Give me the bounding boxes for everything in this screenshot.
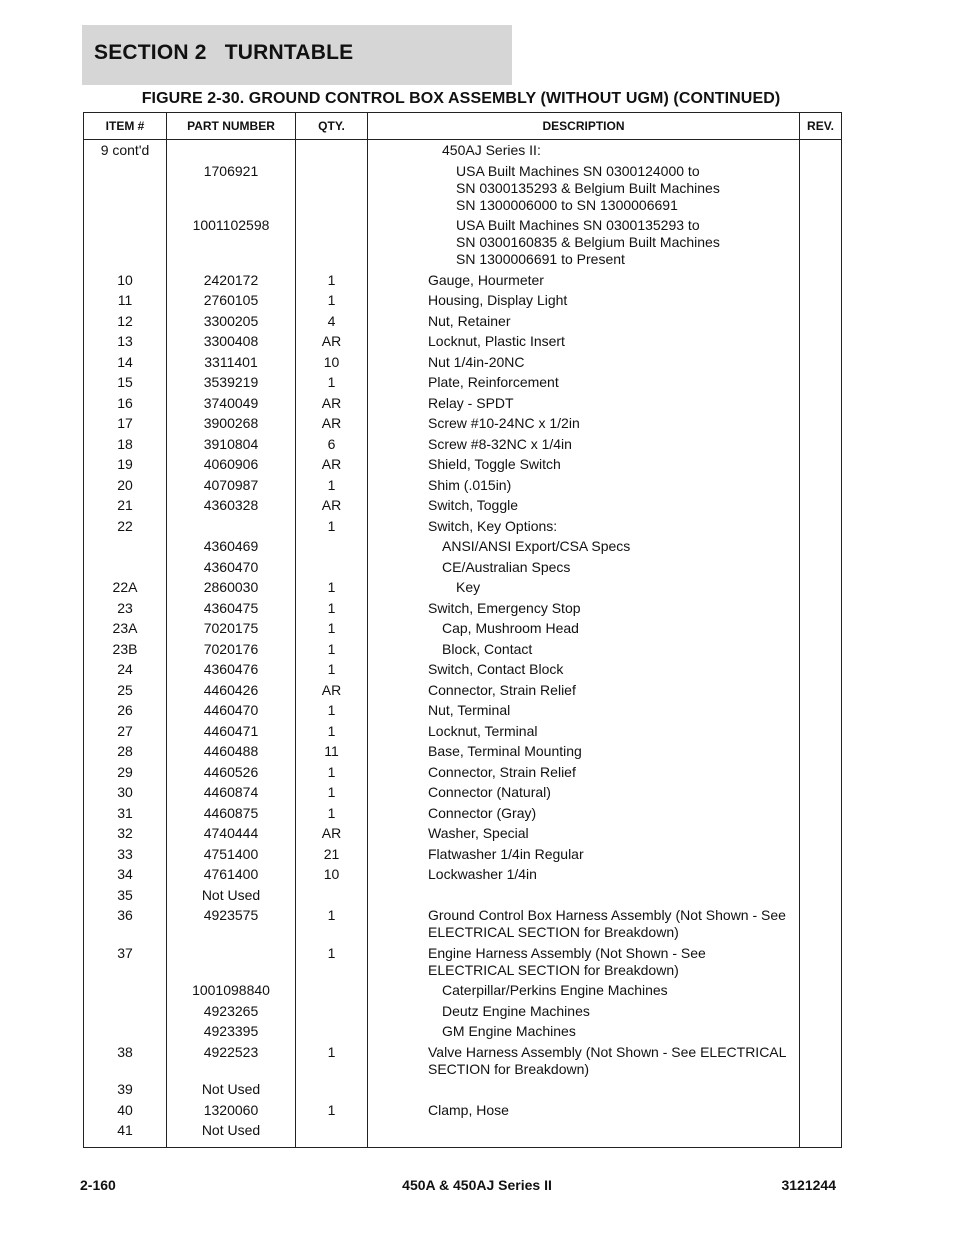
document-number: 3121244 bbox=[781, 1177, 836, 1193]
qty-cell: 1 bbox=[296, 805, 368, 826]
part-number-cell: 4460471 bbox=[167, 723, 296, 744]
table-row bbox=[84, 579, 842, 600]
part-number-cell: 4922523 bbox=[167, 1044, 296, 1082]
description-cell: Nut 1/4in-20NC bbox=[368, 354, 800, 375]
qty-cell: 1 bbox=[296, 477, 368, 498]
part-number-cell: 3539219 bbox=[167, 374, 296, 395]
rev-cell bbox=[800, 456, 842, 477]
part-number-cell: 1706921 bbox=[167, 163, 296, 218]
rev-cell bbox=[800, 825, 842, 846]
rev-cell bbox=[800, 217, 842, 272]
part-number-cell: 1320060 bbox=[167, 1102, 296, 1123]
rev-cell bbox=[800, 538, 842, 559]
rev-cell bbox=[800, 497, 842, 518]
item-cell: 22 bbox=[84, 518, 167, 539]
item-cell: 15 bbox=[84, 374, 167, 395]
qty-cell: AR bbox=[296, 825, 368, 846]
rev-cell bbox=[800, 764, 842, 785]
column-header-qty: QTY. bbox=[296, 113, 368, 140]
qty-cell: 1 bbox=[296, 907, 368, 945]
part-number-cell: 3740049 bbox=[167, 395, 296, 416]
parts-table-body bbox=[84, 140, 842, 1148]
description-cell: Engine Harness Assembly (Not Shown - See ELECTRICAL SECTION for Breakdown) bbox=[368, 945, 800, 983]
qty-cell bbox=[296, 140, 368, 163]
item-cell: 24 bbox=[84, 661, 167, 682]
section-title: SECTION 2 TURNTABLE bbox=[94, 41, 354, 64]
part-number-cell: 7020176 bbox=[167, 641, 296, 662]
qty-cell: 10 bbox=[296, 866, 368, 887]
item-cell: 38 bbox=[84, 1044, 167, 1082]
part-number-cell: 4460488 bbox=[167, 743, 296, 764]
item-cell: 39 bbox=[84, 1081, 167, 1102]
rev-cell bbox=[800, 866, 842, 887]
item-cell: 36 bbox=[84, 907, 167, 945]
table-row bbox=[84, 1081, 842, 1102]
table-row bbox=[84, 764, 842, 785]
column-header-rev: REV. bbox=[800, 113, 842, 140]
rev-cell bbox=[800, 272, 842, 293]
description-cell: Connector, Strain Relief bbox=[368, 682, 800, 703]
qty-cell bbox=[296, 1003, 368, 1024]
table-row bbox=[84, 805, 842, 826]
qty-cell bbox=[296, 559, 368, 580]
rev-cell bbox=[800, 559, 842, 580]
rev-cell bbox=[800, 1081, 842, 1102]
table-row bbox=[84, 982, 842, 1003]
rev-cell bbox=[800, 887, 842, 908]
description-cell: Shim (.015in) bbox=[368, 477, 800, 498]
description-cell: Nut, Retainer bbox=[368, 313, 800, 334]
rev-cell bbox=[800, 313, 842, 334]
item-cell: 25 bbox=[84, 682, 167, 703]
part-number-cell: 4460875 bbox=[167, 805, 296, 826]
table-row bbox=[84, 1102, 842, 1123]
item-cell: 27 bbox=[84, 723, 167, 744]
part-number-cell: 4923395 bbox=[167, 1023, 296, 1044]
table-row bbox=[84, 641, 842, 662]
rev-cell bbox=[800, 661, 842, 682]
item-cell: 33 bbox=[84, 846, 167, 867]
description-cell: Switch, Emergency Stop bbox=[368, 600, 800, 621]
rev-cell bbox=[800, 600, 842, 621]
table-row bbox=[84, 415, 842, 436]
qty-cell bbox=[296, 1122, 368, 1148]
table-row bbox=[84, 374, 842, 395]
description-cell: Connector (Natural) bbox=[368, 784, 800, 805]
rev-cell bbox=[800, 1102, 842, 1123]
item-cell: 9 cont'd bbox=[84, 140, 167, 163]
description-cell: USA Built Machines SN 0300135293 to SN 0300160835 & Belgium Built Machines SN 1300006691 to Present bbox=[368, 217, 800, 272]
table-row bbox=[84, 743, 842, 764]
section-header-banner bbox=[82, 25, 512, 85]
qty-cell: AR bbox=[296, 497, 368, 518]
parts-table bbox=[83, 112, 842, 1148]
part-number-cell: 4460526 bbox=[167, 764, 296, 785]
rev-cell bbox=[800, 1023, 842, 1044]
item-cell bbox=[84, 982, 167, 1003]
part-number-cell: Not Used bbox=[167, 1081, 296, 1102]
item-cell: 17 bbox=[84, 415, 167, 436]
part-number-cell: 3311401 bbox=[167, 354, 296, 375]
qty-cell bbox=[296, 1081, 368, 1102]
qty-cell: 1 bbox=[296, 600, 368, 621]
qty-cell: AR bbox=[296, 415, 368, 436]
part-number-cell: 4360470 bbox=[167, 559, 296, 580]
description-cell: Clamp, Hose bbox=[368, 1102, 800, 1123]
part-number-cell: Not Used bbox=[167, 1122, 296, 1148]
qty-cell: 1 bbox=[296, 1102, 368, 1123]
table-row bbox=[84, 333, 842, 354]
table-row bbox=[84, 436, 842, 457]
item-cell: 30 bbox=[84, 784, 167, 805]
rev-cell bbox=[800, 784, 842, 805]
item-cell bbox=[84, 163, 167, 218]
description-cell: Switch, Toggle bbox=[368, 497, 800, 518]
table-row bbox=[84, 313, 842, 334]
table-row bbox=[84, 887, 842, 908]
item-cell: 20 bbox=[84, 477, 167, 498]
qty-cell: 1 bbox=[296, 1044, 368, 1082]
rev-cell bbox=[800, 702, 842, 723]
rev-cell bbox=[800, 292, 842, 313]
rev-cell bbox=[800, 723, 842, 744]
table-row bbox=[84, 217, 842, 272]
rev-cell bbox=[800, 163, 842, 218]
table-row bbox=[84, 272, 842, 293]
table-row bbox=[84, 907, 842, 945]
part-number-cell: 4360475 bbox=[167, 600, 296, 621]
rev-cell bbox=[800, 945, 842, 983]
qty-cell: 1 bbox=[296, 784, 368, 805]
part-number-cell: 2760105 bbox=[167, 292, 296, 313]
description-cell: Washer, Special bbox=[368, 825, 800, 846]
table-row bbox=[84, 456, 842, 477]
table-row bbox=[84, 1023, 842, 1044]
description-cell: Ground Control Box Harness Assembly (Not Shown - See ELECTRICAL SECTION for Breakdown) bbox=[368, 907, 800, 945]
qty-cell: 6 bbox=[296, 436, 368, 457]
figure-title: FIGURE 2-30. GROUND CONTROL BOX ASSEMBLY (WITHOUT UGM) (CONTINUED) bbox=[141, 90, 781, 107]
table-row bbox=[84, 538, 842, 559]
part-number-cell: 4360328 bbox=[167, 497, 296, 518]
item-cell: 35 bbox=[84, 887, 167, 908]
table-row bbox=[84, 661, 842, 682]
description-cell: Switch, Contact Block bbox=[368, 661, 800, 682]
description-cell bbox=[368, 1081, 800, 1102]
item-cell bbox=[84, 1003, 167, 1024]
description-cell: GM Engine Machines bbox=[368, 1023, 800, 1044]
part-number-cell: 3900268 bbox=[167, 415, 296, 436]
qty-cell bbox=[296, 982, 368, 1003]
qty-cell: 1 bbox=[296, 764, 368, 785]
part-number-cell: Not Used bbox=[167, 887, 296, 908]
description-cell: Locknut, Plastic Insert bbox=[368, 333, 800, 354]
column-header-description: DESCRIPTION bbox=[368, 113, 800, 140]
part-number-cell: 4923265 bbox=[167, 1003, 296, 1024]
rev-cell bbox=[800, 518, 842, 539]
description-cell: Connector, Strain Relief bbox=[368, 764, 800, 785]
page-number: 2-160 bbox=[80, 1177, 116, 1193]
qty-cell: AR bbox=[296, 456, 368, 477]
item-cell bbox=[84, 538, 167, 559]
qty-cell: 1 bbox=[296, 702, 368, 723]
rev-cell bbox=[800, 354, 842, 375]
part-number-cell: 2420172 bbox=[167, 272, 296, 293]
rev-cell bbox=[800, 805, 842, 826]
part-number-cell bbox=[167, 518, 296, 539]
qty-cell: 1 bbox=[296, 272, 368, 293]
part-number-cell: 4360476 bbox=[167, 661, 296, 682]
description-cell: Housing, Display Light bbox=[368, 292, 800, 313]
qty-cell: 4 bbox=[296, 313, 368, 334]
rev-cell bbox=[800, 140, 842, 163]
part-number-cell: 4460874 bbox=[167, 784, 296, 805]
item-cell: 23B bbox=[84, 641, 167, 662]
qty-cell: 1 bbox=[296, 945, 368, 983]
qty-cell: 1 bbox=[296, 374, 368, 395]
part-number-cell: 4070987 bbox=[167, 477, 296, 498]
table-header-row bbox=[84, 113, 842, 140]
description-cell: Key bbox=[368, 579, 800, 600]
qty-cell bbox=[296, 163, 368, 218]
description-cell: 450AJ Series II: bbox=[368, 140, 800, 163]
table-row bbox=[84, 723, 842, 744]
table-row bbox=[84, 1003, 842, 1024]
item-cell: 11 bbox=[84, 292, 167, 313]
description-cell: CE/Australian Specs bbox=[368, 559, 800, 580]
description-cell: Lockwasher 1/4in bbox=[368, 866, 800, 887]
table-row bbox=[84, 825, 842, 846]
description-cell bbox=[368, 887, 800, 908]
item-cell bbox=[84, 217, 167, 272]
rev-cell bbox=[800, 641, 842, 662]
description-cell: Locknut, Terminal bbox=[368, 723, 800, 744]
table-row bbox=[84, 682, 842, 703]
item-cell: 21 bbox=[84, 497, 167, 518]
item-cell: 19 bbox=[84, 456, 167, 477]
manual-title: 450A & 450AJ Series II bbox=[402, 1177, 552, 1193]
rev-cell bbox=[800, 415, 842, 436]
description-cell: Switch, Key Options: bbox=[368, 518, 800, 539]
item-cell: 23A bbox=[84, 620, 167, 641]
qty-cell: AR bbox=[296, 333, 368, 354]
column-header-part-number: PART NUMBER bbox=[167, 113, 296, 140]
description-cell: Plate, Reinforcement bbox=[368, 374, 800, 395]
table-row bbox=[84, 477, 842, 498]
rev-cell bbox=[800, 846, 842, 867]
part-number-cell: 3910804 bbox=[167, 436, 296, 457]
qty-cell: 1 bbox=[296, 661, 368, 682]
table-row bbox=[84, 354, 842, 375]
part-number-cell: 4460426 bbox=[167, 682, 296, 703]
description-cell: USA Built Machines SN 0300124000 to SN 0300135293 & Belgium Built Machines SN 1300006000 to SN 1300006691 bbox=[368, 163, 800, 218]
part-number-cell: 1001102598 bbox=[167, 217, 296, 272]
item-cell: 40 bbox=[84, 1102, 167, 1123]
item-cell: 37 bbox=[84, 945, 167, 983]
description-cell: Shield, Toggle Switch bbox=[368, 456, 800, 477]
item-cell: 28 bbox=[84, 743, 167, 764]
rev-cell bbox=[800, 982, 842, 1003]
description-cell: Valve Harness Assembly (Not Shown - See ELECTRICAL SECTION for Breakdown) bbox=[368, 1044, 800, 1082]
qty-cell: 1 bbox=[296, 641, 368, 662]
column-header-item: ITEM # bbox=[84, 113, 167, 140]
rev-cell bbox=[800, 579, 842, 600]
item-cell: 18 bbox=[84, 436, 167, 457]
description-cell: ANSI/ANSI Export/CSA Specs bbox=[368, 538, 800, 559]
part-number-cell: 4761400 bbox=[167, 866, 296, 887]
part-number-cell: 4360469 bbox=[167, 538, 296, 559]
item-cell: 14 bbox=[84, 354, 167, 375]
qty-cell: 1 bbox=[296, 620, 368, 641]
part-number-cell bbox=[167, 140, 296, 163]
item-cell: 16 bbox=[84, 395, 167, 416]
item-cell: 26 bbox=[84, 702, 167, 723]
rev-cell bbox=[800, 333, 842, 354]
part-number-cell: 4923575 bbox=[167, 907, 296, 945]
part-number-cell: 4460470 bbox=[167, 702, 296, 723]
item-cell: 12 bbox=[84, 313, 167, 334]
rev-cell bbox=[800, 1003, 842, 1024]
item-cell: 31 bbox=[84, 805, 167, 826]
description-cell: Connector (Gray) bbox=[368, 805, 800, 826]
part-number-cell: 4751400 bbox=[167, 846, 296, 867]
rev-cell bbox=[800, 436, 842, 457]
table-row bbox=[84, 1122, 842, 1148]
table-row bbox=[84, 140, 842, 163]
table-row bbox=[84, 395, 842, 416]
qty-cell: 1 bbox=[296, 579, 368, 600]
table-row bbox=[84, 846, 842, 867]
part-number-cell: 2860030 bbox=[167, 579, 296, 600]
table-row bbox=[84, 1044, 842, 1082]
qty-cell bbox=[296, 217, 368, 272]
item-cell bbox=[84, 559, 167, 580]
table-row bbox=[84, 600, 842, 621]
item-cell: 13 bbox=[84, 333, 167, 354]
part-number-cell: 3300408 bbox=[167, 333, 296, 354]
qty-cell: 1 bbox=[296, 292, 368, 313]
qty-cell bbox=[296, 887, 368, 908]
qty-cell bbox=[296, 1023, 368, 1044]
description-cell: Relay - SPDT bbox=[368, 395, 800, 416]
rev-cell bbox=[800, 682, 842, 703]
description-cell: Caterpillar/Perkins Engine Machines bbox=[368, 982, 800, 1003]
part-number-cell bbox=[167, 945, 296, 983]
rev-cell bbox=[800, 743, 842, 764]
table-row bbox=[84, 163, 842, 218]
qty-cell bbox=[296, 538, 368, 559]
rev-cell bbox=[800, 907, 842, 945]
part-number-cell: 7020175 bbox=[167, 620, 296, 641]
description-cell: Block, Contact bbox=[368, 641, 800, 662]
table-row bbox=[84, 866, 842, 887]
qty-cell: AR bbox=[296, 395, 368, 416]
description-cell: Flatwasher 1/4in Regular bbox=[368, 846, 800, 867]
item-cell: 29 bbox=[84, 764, 167, 785]
rev-cell bbox=[800, 1044, 842, 1082]
description-cell: Base, Terminal Mounting bbox=[368, 743, 800, 764]
description-cell: Deutz Engine Machines bbox=[368, 1003, 800, 1024]
rev-cell bbox=[800, 395, 842, 416]
table-row bbox=[84, 559, 842, 580]
table-row bbox=[84, 702, 842, 723]
table-row bbox=[84, 945, 842, 983]
rev-cell bbox=[800, 620, 842, 641]
table-row bbox=[84, 620, 842, 641]
rev-cell bbox=[800, 477, 842, 498]
item-cell bbox=[84, 1023, 167, 1044]
rev-cell bbox=[800, 1122, 842, 1148]
description-cell bbox=[368, 1122, 800, 1148]
table-row bbox=[84, 292, 842, 313]
item-cell: 10 bbox=[84, 272, 167, 293]
part-number-cell: 4740444 bbox=[167, 825, 296, 846]
item-cell: 22A bbox=[84, 579, 167, 600]
description-cell: Screw #10-24NC x 1/2in bbox=[368, 415, 800, 436]
qty-cell: AR bbox=[296, 682, 368, 703]
table-row bbox=[84, 497, 842, 518]
description-cell: Screw #8-32NC x 1/4in bbox=[368, 436, 800, 457]
description-cell: Gauge, Hourmeter bbox=[368, 272, 800, 293]
part-number-cell: 4060906 bbox=[167, 456, 296, 477]
item-cell: 41 bbox=[84, 1122, 167, 1148]
qty-cell: 1 bbox=[296, 723, 368, 744]
item-cell: 23 bbox=[84, 600, 167, 621]
item-cell: 32 bbox=[84, 825, 167, 846]
part-number-cell: 3300205 bbox=[167, 313, 296, 334]
description-cell: Cap, Mushroom Head bbox=[368, 620, 800, 641]
part-number-cell: 1001098840 bbox=[167, 982, 296, 1003]
qty-cell: 1 bbox=[296, 518, 368, 539]
rev-cell bbox=[800, 374, 842, 395]
qty-cell: 11 bbox=[296, 743, 368, 764]
table-row bbox=[84, 784, 842, 805]
qty-cell: 10 bbox=[296, 354, 368, 375]
table-row bbox=[84, 518, 842, 539]
qty-cell: 21 bbox=[296, 846, 368, 867]
item-cell: 34 bbox=[84, 866, 167, 887]
description-cell: Nut, Terminal bbox=[368, 702, 800, 723]
